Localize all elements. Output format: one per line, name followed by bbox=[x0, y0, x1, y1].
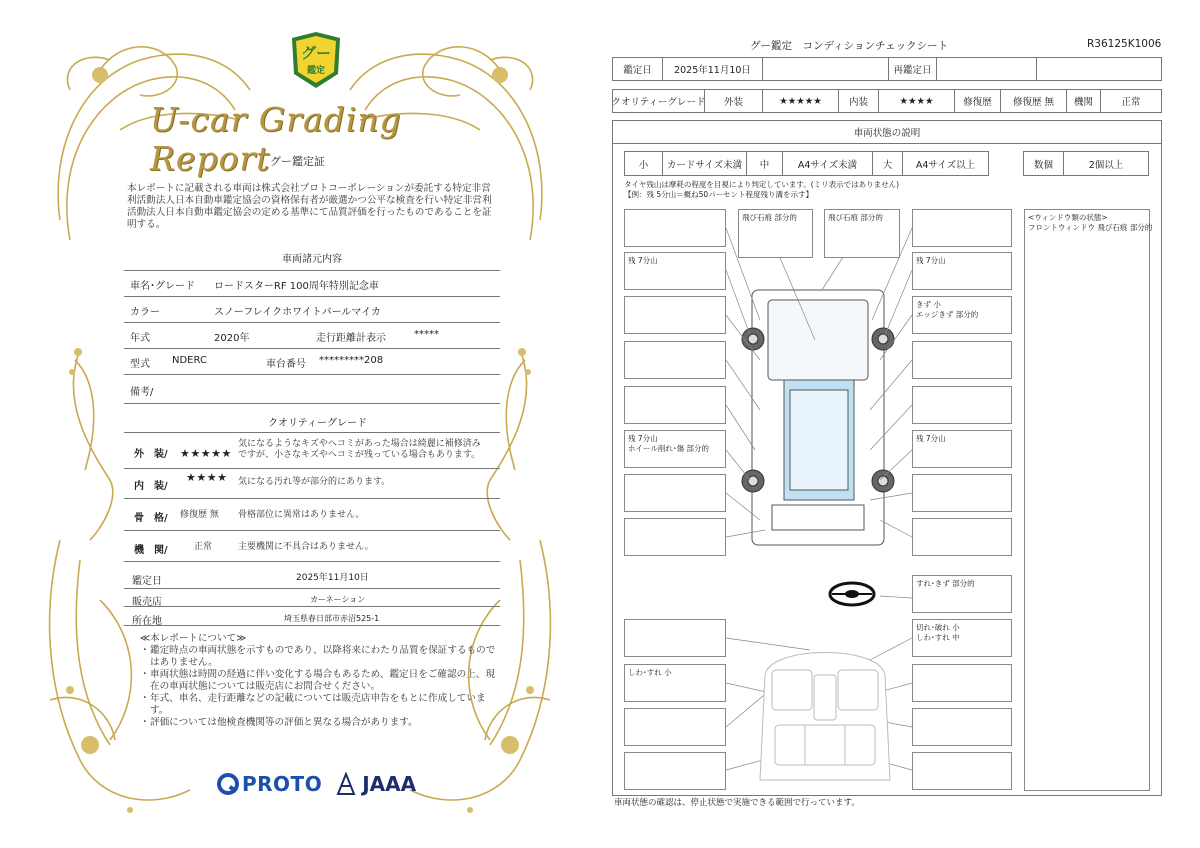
grade-note: 気になる汚れ等が部分的にあります。 bbox=[238, 477, 391, 487]
condition-box-seat-left: しわ･すれ 小 bbox=[624, 664, 726, 702]
info-row-dealer bbox=[124, 588, 500, 606]
grade-row-exterior bbox=[124, 432, 500, 468]
count-label: 数個 bbox=[1024, 152, 1064, 175]
spec-value: スノーフレイクホワイトパールマイカ bbox=[214, 307, 381, 318]
grade-note: 骨格部位に異常はありません。 bbox=[238, 510, 365, 520]
specs-section-title: 車両諸元内容 bbox=[282, 254, 342, 265]
grade-row-engine bbox=[124, 530, 500, 562]
engine-value: 正常 bbox=[194, 542, 213, 552]
grade-label: 骨 格/ bbox=[134, 513, 168, 524]
condition-box bbox=[624, 209, 726, 247]
condition-box bbox=[912, 209, 1012, 247]
condition-box bbox=[624, 386, 726, 424]
int-label: 内装 bbox=[839, 90, 879, 112]
grade-table bbox=[124, 432, 500, 562]
condition-box bbox=[624, 518, 726, 556]
ext-label: 外装 bbox=[705, 90, 763, 112]
svg-text:グー: グー bbox=[300, 44, 332, 62]
info-table bbox=[124, 566, 500, 628]
note-item: ・ 評価については他検査機関等の評価と異なる場合があります。 bbox=[140, 717, 500, 729]
spec-row-color bbox=[124, 296, 500, 320]
tire-note: タイヤ残山は摩耗の程度を目視により判定しています。(ミリ表示ではありません) 【例：残 5分山＝概ね50パーセント程度残り溝を示す】 bbox=[624, 180, 900, 199]
info-row-date bbox=[124, 566, 500, 586]
spec-row-remarks bbox=[124, 374, 500, 404]
spec-label: 車名･グレード bbox=[130, 281, 195, 292]
grade-label: 機 関/ bbox=[134, 545, 168, 556]
info-value: 2025年11月10日 bbox=[296, 573, 369, 583]
spec-label: 走行距離計表示 bbox=[316, 333, 386, 344]
spec-label: 年式 bbox=[130, 333, 150, 344]
condition-box-tire-rear-left: 残 7分山 ホイール削れ･傷 部分的 bbox=[624, 430, 726, 468]
grade-note: 主要機関に不具合はありません。 bbox=[238, 542, 374, 552]
footer-note: 車両状態の確認は、停止状態で実施できる範囲で行っています。 bbox=[614, 798, 860, 808]
spec-row-model bbox=[124, 348, 500, 372]
window-status-value: フロントウィンドウ 飛び石痕 部分的 bbox=[1028, 223, 1153, 232]
jaaa-mark-icon bbox=[336, 772, 356, 796]
spec-value: NDERC bbox=[172, 355, 207, 366]
condition-box bbox=[912, 518, 1012, 556]
spec-label: 型式 bbox=[130, 359, 150, 370]
proto-q-icon bbox=[216, 772, 240, 796]
condition-box-tire-front-right: 残 7分山 bbox=[912, 252, 1012, 290]
condition-box-top-left: 飛び石痕 部分的 bbox=[738, 209, 813, 258]
note-item: ・ 車両状態は時間の経過に伴い変化する場合もあるため、鑑定日をご確認の上、現在の車両状態については販売店にお問合せください。 bbox=[140, 669, 500, 693]
date-label: 鑑定日 bbox=[613, 58, 663, 80]
spec-label: 車台番号 bbox=[266, 359, 306, 370]
condition-box bbox=[912, 341, 1012, 379]
grade-section-title: クオリティーグレード bbox=[268, 418, 367, 429]
condition-box bbox=[912, 474, 1012, 512]
spec-value: ***** bbox=[414, 329, 439, 340]
date-value: 2025年11月10日 bbox=[663, 58, 763, 80]
info-value: 埼玉県春日部市赤沼525-1 bbox=[284, 614, 380, 623]
condition-box bbox=[912, 708, 1012, 746]
sheet-number: R36125K1006 bbox=[1087, 38, 1162, 50]
condition-box-right-side: きず 小 エッジきず 部分的 bbox=[912, 296, 1012, 334]
svg-text:鑑定: 鑑定 bbox=[306, 66, 326, 76]
engine-value: 正常 bbox=[1121, 97, 1141, 108]
spec-value: ロードスターRF 100周年特別記念車 bbox=[214, 281, 379, 292]
reinspect-label: 再鑑定日 bbox=[889, 58, 937, 80]
condition-box bbox=[624, 752, 726, 790]
note-item: ・ 年式、車名、走行距離などの記載については販売店申告をもとに作成しています。 bbox=[140, 693, 500, 717]
note-item: ・ 鑑定時点の車両状態を示すものであり、以降将来にわたり品質を保証するものではありません。 bbox=[140, 645, 500, 669]
condition-box-tire-front-left: 残 7分山 bbox=[624, 252, 726, 290]
condition-check-sheet bbox=[600, 0, 1200, 848]
spec-row-year bbox=[124, 322, 500, 346]
grade-row-frame bbox=[124, 498, 500, 530]
report-notes bbox=[140, 633, 500, 729]
condition-title: 車両状態の説明 bbox=[612, 120, 1162, 144]
info-row-location bbox=[124, 606, 500, 626]
frame-value: 修復歴 無 bbox=[180, 510, 219, 520]
steering-wheel-icon bbox=[827, 580, 877, 608]
condition-box-top-right: 飛び石痕 部分的 bbox=[824, 209, 900, 258]
proto-logo-text: PROTO bbox=[242, 772, 323, 796]
interior-stars: ★★★★ bbox=[186, 471, 228, 484]
condition-box bbox=[624, 474, 726, 512]
certificate-title: グー鑑定証 bbox=[270, 155, 325, 168]
spec-label: カラー bbox=[130, 307, 160, 318]
ext-stars: ★★★★★ bbox=[763, 90, 839, 112]
spec-row-name bbox=[124, 270, 500, 294]
grade-row-interior bbox=[124, 468, 500, 498]
condition-box-steering: すれ･きず 部分的 bbox=[912, 575, 1012, 613]
interior-diagram bbox=[750, 635, 900, 785]
engine-label: 機関 bbox=[1067, 90, 1101, 112]
spec-value: 2020年 bbox=[214, 333, 250, 344]
info-label: 販売店 bbox=[132, 597, 162, 608]
int-stars: ★★★★ bbox=[879, 90, 955, 112]
sheet-title: グー鑑定 コンディションチェックシート bbox=[750, 40, 949, 52]
repair-value: 修復歴 無 bbox=[1001, 90, 1067, 112]
size-small: 小 bbox=[625, 152, 663, 175]
report-title: U-car Grading Report bbox=[150, 100, 402, 178]
condition-box bbox=[624, 708, 726, 746]
logos bbox=[216, 770, 416, 798]
condition-box bbox=[624, 619, 726, 657]
repair-label: 修復歴 bbox=[955, 90, 1001, 112]
grade-label: 外 装/ bbox=[134, 449, 168, 460]
info-label: 鑑定日 bbox=[132, 576, 162, 587]
condition-box-seat-right: 切れ･破れ 小 しわ･すれ 中 bbox=[912, 619, 1012, 657]
grade-note: 気になるようなキズやヘコミがあった場合は綺麗に補修済み ですが、小さなキズやヘコミが残っている場合もあります。 bbox=[238, 439, 481, 460]
size-large-desc: A4サイズ以上 bbox=[915, 159, 976, 171]
spec-value: *********208 bbox=[319, 355, 384, 366]
condition-box bbox=[624, 341, 726, 379]
window-status-box bbox=[1024, 209, 1153, 791]
condition-box bbox=[624, 296, 726, 334]
count-desc: 2個以上 bbox=[1088, 159, 1124, 171]
notes-title: ≪本レポートについて≫ bbox=[140, 633, 247, 644]
size-large: 大 bbox=[873, 152, 903, 175]
info-label: 所在地 bbox=[132, 616, 162, 627]
spec-label: 備考/ bbox=[130, 387, 154, 398]
size-small-desc: カードサイズ未満 bbox=[663, 152, 747, 175]
goo-kantei-badge-logo bbox=[288, 30, 344, 92]
condition-box bbox=[912, 386, 1012, 424]
condition-box bbox=[912, 664, 1012, 702]
jaaa-logo-text: JAAA bbox=[362, 772, 417, 796]
window-status-title: <ウィンドウ類の状態> bbox=[1028, 213, 1108, 222]
specs-table bbox=[124, 270, 500, 406]
condition-box bbox=[912, 752, 1012, 790]
exterior-stars: ★★★★★ bbox=[180, 447, 232, 460]
size-mid: 中 bbox=[747, 152, 783, 175]
size-mid-desc: A4サイズ未満 bbox=[783, 152, 873, 175]
condition-box-tire-rear-right: 残 7分山 bbox=[912, 430, 1012, 468]
grade-label: 内 装/ bbox=[134, 481, 168, 492]
quality-grade-label: クオリティーグレード bbox=[613, 90, 705, 112]
info-value: カーネーション bbox=[310, 595, 366, 604]
certificate-body: 本レポートに記載される車両は株式会社プロトコーポレーションが委託する特定非営利活動法人日本自動車鑑定協会の資格保有者が厳選かつ公平な検査を行い特定非営利活動法人日本自動車鑑定協会の定める基準にて品質評価を行ったものであることを証明する。 bbox=[127, 183, 492, 230]
